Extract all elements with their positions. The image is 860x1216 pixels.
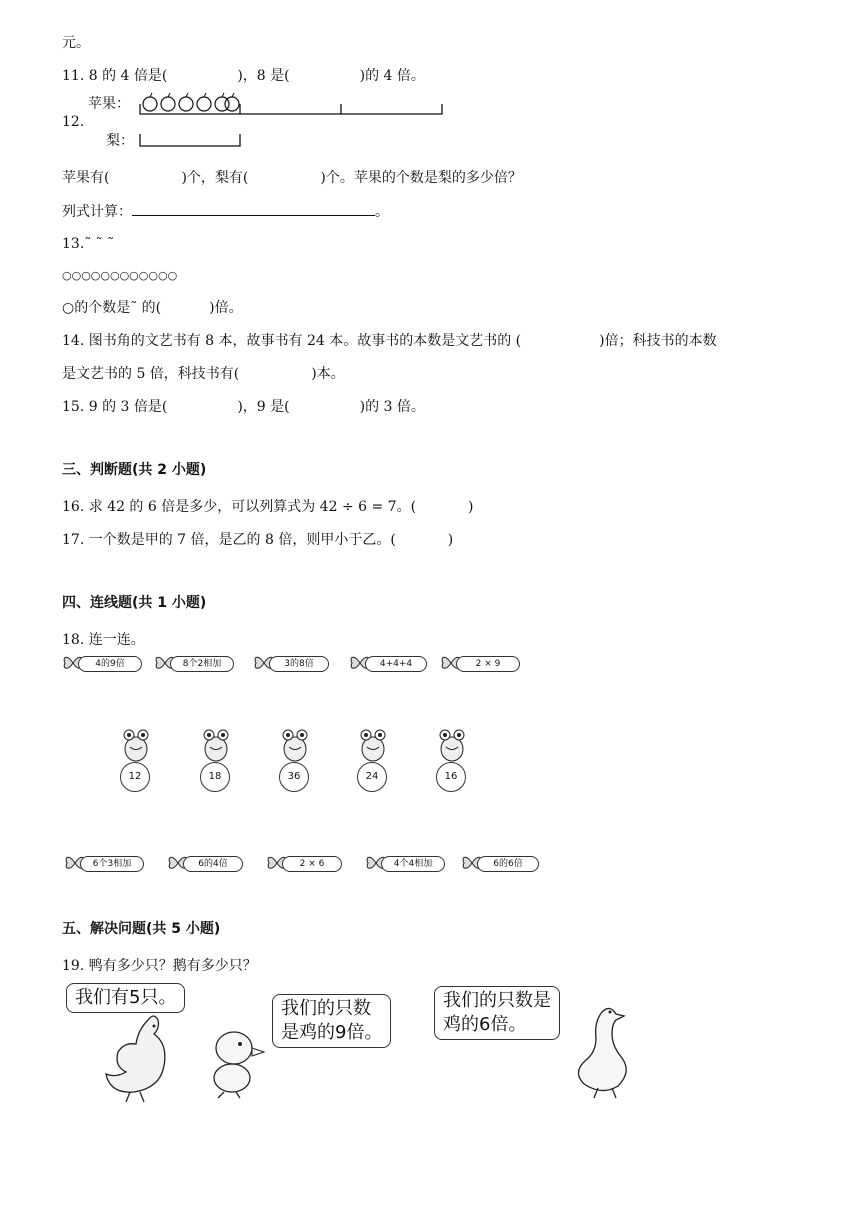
section-3-heading: 三、判断题(共 2 小题): [62, 462, 207, 478]
match-tag-top[interactable]: 8个2相加: [154, 654, 234, 672]
match-tag-bottom[interactable]: 6的4倍: [167, 854, 247, 872]
q14-line2: [62, 364, 345, 384]
section-5-heading: 五、解决问题(共 5 小题): [62, 921, 221, 937]
q15-text-a: 15. 9 的 3 倍是(: [62, 399, 168, 415]
bubble-duck: [272, 994, 391, 1048]
question-16: [62, 497, 474, 517]
q15-text-c: )的 3 倍。: [359, 399, 425, 415]
q14-line1: [62, 331, 717, 351]
frog-icon: [279, 727, 311, 765]
q17-text-b: ): [447, 532, 454, 548]
q12-line1: [62, 168, 522, 188]
question-11: [62, 66, 425, 86]
apple-icon: [225, 97, 239, 111]
answer-underline[interactable]: [132, 201, 375, 216]
bubble-chicken: 我们有5只。: [66, 983, 185, 1013]
q12-line2: [62, 201, 389, 222]
q12-line2-a: 列式计算：: [62, 204, 132, 220]
q16-text-a: 16. 求 42 的 6 倍是多少，可以列算式为 42 ÷ 6 = 7。(: [62, 499, 417, 515]
q16-text-b: ): [468, 499, 474, 515]
q12-line1-b: )个，梨有(: [181, 170, 249, 186]
q12-line1-a: 苹果有(: [62, 170, 110, 186]
match-tag-bottom[interactable]: 4个4相加: [365, 854, 445, 872]
q13-line1: 13.˜ ˜ ˜: [62, 236, 115, 252]
apple-icon: [197, 97, 211, 111]
q14-text-d: )本。: [311, 366, 345, 382]
section-4-heading: 四、连线题(共 1 小题): [62, 595, 207, 611]
apple-icons: [143, 93, 239, 111]
q13-circles: ○○○○○○○○○○○○: [62, 269, 178, 282]
q14-text-a: 14. 图书角的文艺书有 8 本，故事书有 24 本。故事书的本数是文艺书的 (: [62, 333, 522, 349]
frog-icon: [120, 727, 152, 765]
q13-text-a: ○的个数是˜ 的(: [62, 300, 162, 316]
frog-number[interactable]: 16: [436, 727, 472, 791]
bubble-goose: [434, 986, 560, 1040]
frog-icon: [436, 727, 468, 765]
pear-label: 梨：: [106, 133, 134, 149]
bubble-duck-line1: 我们的只数: [281, 998, 371, 1019]
match-tag-top[interactable]: 4的9倍: [62, 654, 142, 672]
q14-text-b: )倍；科技书的本数: [599, 333, 717, 349]
q11-text-a: 11. 8 的 4 倍是(: [62, 68, 168, 84]
q12-line1-c: )个。苹果的个数是梨的多少倍？: [320, 170, 522, 186]
apple-icon: [161, 97, 175, 111]
match-tag-bottom[interactable]: 6的6倍: [461, 854, 541, 872]
frog-icon: [357, 727, 389, 765]
frog-number[interactable]: 36: [279, 727, 315, 791]
apple-label: 苹果：: [88, 96, 130, 112]
apple-pear-diagram: [130, 90, 450, 152]
q11-text-c: )的 4 倍。: [359, 68, 425, 84]
q13-text-b: )倍。: [209, 300, 243, 316]
q13-line3: [62, 298, 243, 318]
q18-title: 18. 连一连。: [62, 632, 145, 648]
q19-title: 19. 鸭有多少只？鹅有多少只？: [62, 958, 257, 974]
apple-segment-line: [140, 104, 442, 114]
match-tag-bottom[interactable]: 2 × 6: [266, 854, 346, 872]
duck-illustration: [200, 1020, 270, 1100]
frog-number[interactable]: 12: [120, 727, 156, 791]
bubble-goose-line2: 鸡的6倍。: [443, 1014, 527, 1035]
apple-icon: [179, 97, 193, 111]
frog-number[interactable]: 18: [200, 727, 236, 791]
match-tag-bottom[interactable]: 6个3相加: [64, 854, 144, 872]
pear-segment-line: [140, 134, 240, 146]
match-tag-top[interactable]: 3的8倍: [253, 654, 333, 672]
apple-icon: [143, 97, 157, 111]
frog-icon: [200, 727, 232, 765]
bubble-duck-line2: 是鸡的9倍。: [281, 1022, 383, 1043]
top-fragment: 元。: [62, 35, 90, 51]
q12-line2-b: 。: [375, 204, 389, 220]
goose-illustration: [572, 1002, 652, 1102]
bubble-goose-line1: 我们的只数是: [443, 990, 551, 1011]
match-tag-top[interactable]: 2 × 9: [440, 654, 520, 672]
q15-text-b: )，9 是(: [237, 399, 290, 415]
frog-number[interactable]: 24: [357, 727, 393, 791]
match-tag-top[interactable]: 4+4+4: [349, 654, 429, 672]
question-15: [62, 397, 425, 417]
q14-text-c: 是文艺书的 5 倍，科技书有(: [62, 366, 240, 382]
q17-text-a: 17. 一个数是甲的 7 倍，是乙的 8 倍，则甲小于乙。(: [62, 532, 396, 548]
question-17: [62, 530, 453, 550]
q11-text-b: )，8 是(: [237, 68, 290, 84]
question-12-number: 12.: [62, 114, 85, 130]
chicken-illustration: [100, 1010, 180, 1105]
